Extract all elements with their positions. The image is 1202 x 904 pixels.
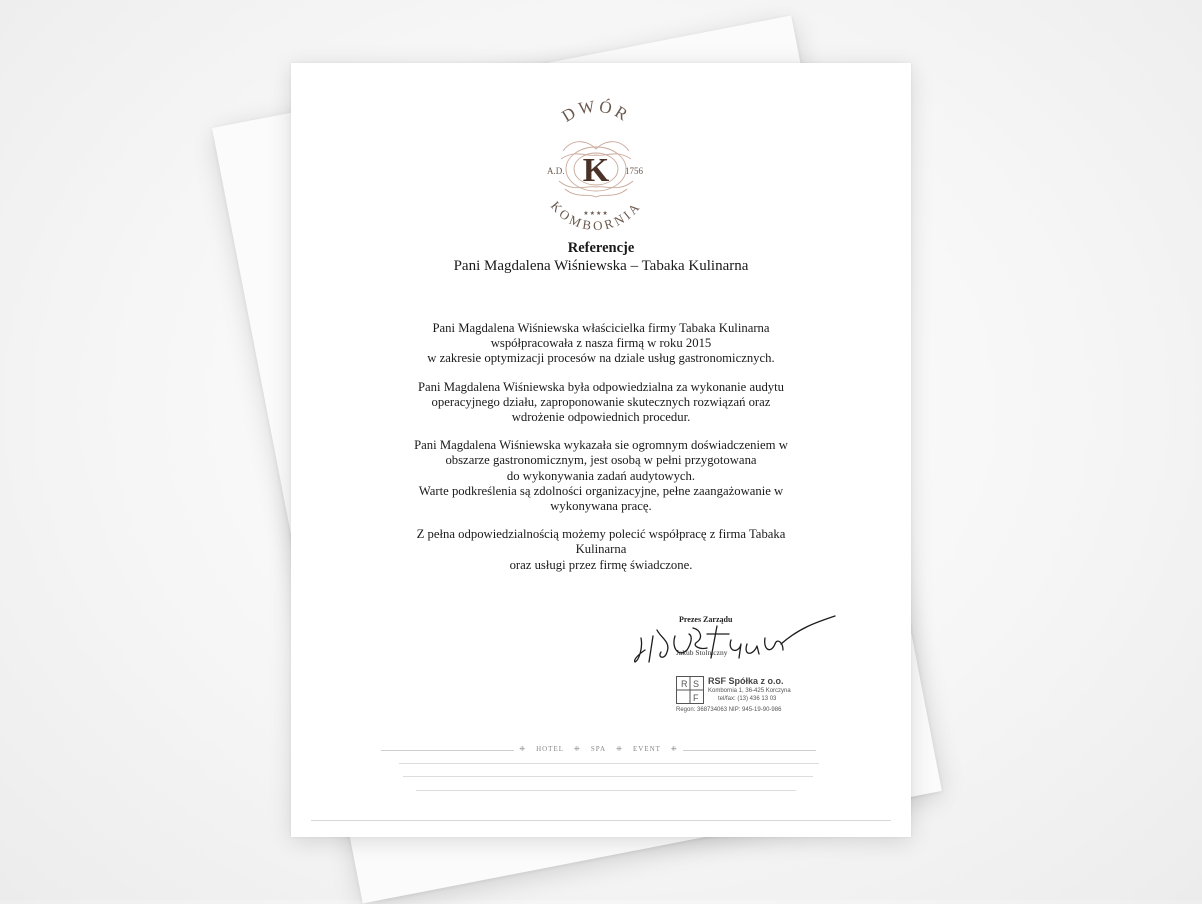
footer-fine-print [399, 763, 819, 764]
letter-subtitle: Pani Magdalena Wiśniewska – Tabaka Kulinarna [453, 258, 749, 274]
footer-fine-print [403, 776, 813, 777]
reference-letter [291, 63, 911, 837]
body-line: Kulinarna [575, 542, 627, 557]
stamp-letter: S [693, 679, 700, 689]
rsf-logo-icon [676, 676, 704, 704]
footer-fine-print [416, 790, 796, 791]
body-line: Pani Magdalena Wiśniewska była odpowiedzialna za wykonanie audytu [417, 379, 785, 394]
logo-year: 1756 [625, 166, 643, 176]
stamp-phone: tel/fax: (13) 436 13 03 [718, 696, 777, 702]
svg-text:DWÓR [559, 97, 634, 126]
body-line: współpracowała z nasza firmą w roku 2015 [490, 336, 712, 351]
body-line: obszarze gastronomicznym, jest osobą w pełni przygotowana [445, 453, 757, 468]
stamp-letter: F [693, 693, 699, 703]
paragraph [351, 527, 851, 573]
letter-title: Referencje [567, 240, 635, 256]
body-line: Warte podkreślenia są zdolności organizacyjne, pełne zaangażowanie w [418, 483, 784, 498]
signatory-name: Jakub Stolniczny [676, 648, 728, 657]
stamp-registration-ids: Regon: 368734063 NIP: 945-19-90-986 [676, 707, 782, 713]
logo-top-text: DWÓR [558, 97, 634, 126]
signature-block [631, 608, 841, 678]
signatory-role: Prezes Zarządu [679, 615, 733, 624]
footer-spa: SPA [586, 745, 611, 753]
body-line: wykonywana pracę. [550, 499, 652, 514]
letter-body [351, 321, 851, 586]
logo-monogram: K [582, 152, 610, 189]
handwritten-signature [631, 608, 841, 678]
paragraph [351, 438, 851, 514]
stamp-company-name: RSF Spółka z o.o. [708, 676, 784, 686]
body-line: Pani Magdalena Wiśniewska wykazała sie ogromnym doświadczeniem w [414, 438, 788, 453]
bottom-divider [311, 820, 891, 821]
stamp-letter: R [681, 679, 688, 689]
stamp-address: Kombornia 1, 36-425 Korczyna [708, 688, 791, 694]
footer-navigation: ⁜ HOTEL ⁜ SPA ⁜ EVENT ⁜ [381, 745, 816, 755]
body-line: w zakresie optymizacji procesów na dziale usług gastronomicznych. [427, 351, 775, 366]
company-stamp [676, 676, 816, 722]
footer-event: EVENT [628, 745, 666, 753]
footer-hotel: HOTEL [531, 745, 569, 753]
body-line: do wykonywania zadań audytowych. [506, 468, 696, 483]
logo-stars: ★★★★ [583, 210, 609, 217]
body-line: wdrożenie odpowiednich procedur. [511, 410, 691, 425]
body-line: oraz usługi przez firmę świadczone. [509, 557, 693, 572]
paragraph [351, 380, 851, 426]
body-line: Pani Magdalena Wiśniewska właścicielka firmy Tabaka Kulinarna [432, 321, 770, 335]
logo-bottom-text: KOMBORNIA [547, 198, 645, 234]
body-line: Z pełna odpowiedzialnością możemy polecić współpracę z firma Tabaka [416, 527, 786, 542]
body-line: operacyjnego działu, zaproponowanie skutecznych rozwiązań oraz [431, 394, 771, 409]
logo-ad-label: A.D. [547, 166, 565, 176]
paragraph [351, 321, 851, 367]
